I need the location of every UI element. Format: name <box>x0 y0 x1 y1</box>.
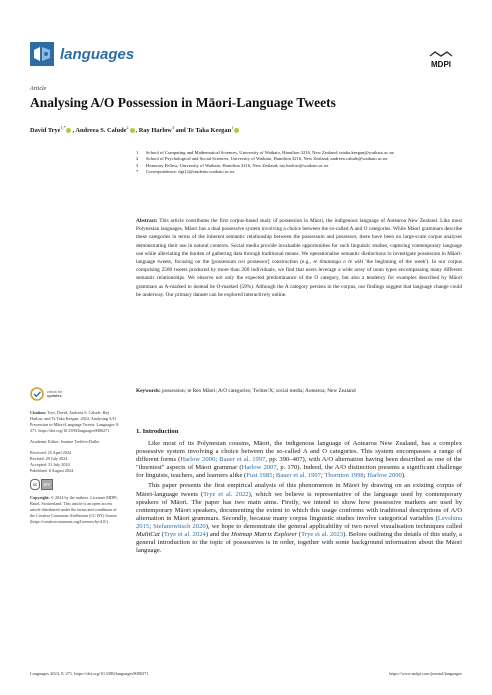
article-info-sidebar <box>30 410 120 530</box>
author-affiliation-mark: 1 <box>231 125 234 130</box>
orcid-icon[interactable] <box>234 128 239 133</box>
orcid-icon[interactable] <box>66 128 71 133</box>
received-date: Received: 25 April 2024 <box>30 450 72 455</box>
citation-link[interactable]: Trye et al. 2023 <box>301 531 344 539</box>
author-name[interactable]: Andreea S. Calude <box>75 127 127 135</box>
keywords: Keywords: possession; te Reo Māori; A/O categories; Twitter/X; social media; Aotearoa; New Zealand <box>136 388 356 394</box>
citation-link[interactable]: Harlow 2000 <box>180 456 216 464</box>
footer-citation[interactable]: Languages 2024, 9, 271. https://doi.org/10.3390/languages9080271 <box>30 671 149 676</box>
copyright-block: Copyright: © 2024 by the authors. Licensee MDPI, Basel, Switzerland. This article is an open access article distributed under the terms and conditions of the Creative Commons Attribution (CC BY) license (https://creativecommons.org/licenses/by/4.0/). <box>30 495 118 524</box>
paragraph: Like most of its Polynesian cousins, Māori, the indigenous language of Aotearoa New Zealand, has a complex possessive system involving a choice between the so-called A and O categories. This system encompasses a range of different forms (Harlow 2000; Bauer et al. 1997, pp. 390–407), with A/O alternation having been described as one of the "thorniest" aspects of Māori grammar (Harlow 2007, p. 170). Indeed, the A/O distinction presents a significant challenge for linguists, teachers, and learners alike (Fusi 1985; Bauer et al. 1997; Thornton 1998; Harlow 2000). <box>136 440 462 480</box>
check-for-updates-badge[interactable]: check for updates <box>30 387 62 401</box>
author-name[interactable]: Te Taka Keegan <box>187 127 232 135</box>
article-type: Article <box>30 86 47 92</box>
journal-name[interactable]: languages <box>60 46 135 63</box>
introduction-body <box>136 440 462 557</box>
citation-link[interactable]: Trye et al. 2024 <box>163 531 206 539</box>
author-separator: and <box>173 127 188 135</box>
revised-date: Revised: 29 July 2024 <box>30 456 68 461</box>
affiliation-item: 3 Honorary Fellow, University of Waikato, Hamilton 3216, New Zealand; ray.harlow@waikato.ac.nz <box>136 162 329 168</box>
article-title: Analysing A/O Possession in Māori-Language Tweets <box>30 95 336 110</box>
paragraph: This paper presents the first empirical analysis of this phenomenon in Māori by drawing on an existing corpus of Māori-language tweets (Trye et al. 2022), which we believe is representative of the language used by contemporary speakers of Māori. The paper has two main aims. Firstly, we intend to show how possessive markers are used by contemporary Māori speakers, documenting the extent to which this usage conforms with traditional descriptions of A/O alternation in Māori grammars. Secondly, because many corpus linguistic studies involve categorical variables (Levshina 2015; Stefanowitsch 2020), we hope to demonstrate the general applicability of two novel visualisation techniques called MultiCat (Trye et al. 2024) and the Hotmap Matrix Explorer (Trye et al. 2023). Before outlining the details of this study, a general introduction to the topic of possessives is in order, together with some background information about the Māori language. <box>136 482 463 555</box>
languages-journal-icon <box>30 42 54 66</box>
keywords-label: Keywords: <box>136 388 161 394</box>
citation-link[interactable]: Trye et al. 2022 <box>203 490 249 498</box>
affiliation-item: 1 School of Computing and Mathematical Sciences, University of Waikato, Hamilton 3216, New Zealand; tetaka.keegan@waikato.ac.nz <box>136 150 394 155</box>
accepted-date: Accepted: 31 July 2024 <box>30 462 70 467</box>
svg-text:MDPI: MDPI <box>431 60 451 69</box>
affiliations <box>136 150 466 176</box>
correspondence-item: * Correspondence: dgt12@students.waikato.ac.nz <box>136 169 235 175</box>
citation-block: Citation: Trye, David, Andreea S. Calude, Ray Harlow, and Te Taka Keegan. 2024. Analysing A/O Possession in Māori-Language Tweets. Languages 9: 271. https://doi.org/10.3390/languages9080271 <box>30 410 119 433</box>
abstract: Abstract: This article contributes the first corpus-based study of possession in Māori, the indigenous language of Aotearoa New Zealand. Like most Polynesian languages, Māori has a dual possessive system involving a choice between the so-called A and O categories. While Māori grammars describe these categories in terms of the inherent semantic relationship between the possessum and possessor, there have been no large-scale corpus analyses demonstrating their use in natural contexts. Social media provide invaluable opportunities for such linguistic studies, capturing contemporary language use while alleviating the burden of gathering data through traditional means. We operationalise semantic distinctions to investigate possession in Māori-language tweets, focusing on the [possessum a/o possessor] construction (e.g., te tīmatanga o te wiki 'the beginning of the week'). In our corpus comprising 2500 tweets produced by more than 200 individuals, we find that users leverage a wide array of noun types encompassing many different semantic relationships. We observe not only the expected predominance of the O category, but also a tendency for examples described by Māori grammars as A-marked to instead be O-marked (59%). Although the A category persists in the corpus, our findings suggest that language change could be underway. Our primary dataset can be explored interactively online. <box>136 218 462 298</box>
academic-editor-block: Academic Editor: Jeanine Treffers-Daller <box>30 439 100 444</box>
orcid-icon[interactable] <box>130 128 135 133</box>
by-icon: BY <box>41 479 53 490</box>
check-for-updates-icon <box>30 387 44 401</box>
citation-link[interactable]: Harlow 2000 <box>367 472 402 480</box>
author-separator: , <box>135 127 139 135</box>
author-separator: , <box>72 127 76 135</box>
citation-link[interactable]: Stefanowitsch 2020 <box>153 522 206 530</box>
cc-icon: cc <box>30 479 40 490</box>
citation-link[interactable]: Levshina 2015 <box>136 514 462 530</box>
author-list <box>30 125 470 134</box>
published-date: Published: 6 August 2024 <box>30 468 74 473</box>
page-footer <box>30 671 462 676</box>
author-affiliation-mark: 2 <box>126 125 129 130</box>
author-name[interactable]: David Trye <box>30 127 61 135</box>
mdpi-logo-icon[interactable] <box>424 50 458 70</box>
author-affiliation-mark: 1,* <box>60 125 66 130</box>
citation-link[interactable]: Bauer et al. 1997 <box>275 472 321 480</box>
citation-link[interactable]: Thornton 1998 <box>324 472 364 480</box>
affiliation-item: 2 School of Psychological and Social Sciences, University of Waikato, Hamilton 3216, New Zealand; andreea.calude@waikato.ac.nz <box>136 156 388 162</box>
abstract-label: Abstract: <box>136 218 158 224</box>
cc-by-license-badge[interactable] <box>30 479 53 490</box>
citation-link[interactable]: Bauer et al. 1997 <box>219 456 266 464</box>
citation-link[interactable]: Fusi 1985 <box>246 472 273 480</box>
citation-link[interactable]: Harlow 2007 <box>241 464 277 472</box>
author-name[interactable]: Ray Harlow <box>138 127 172 135</box>
footer-journal-link[interactable]: https://www.mdpi.com/journal/languages <box>389 671 462 676</box>
section-heading-introduction: 1. Introduction <box>136 428 179 435</box>
dates-block <box>30 450 120 474</box>
author-affiliation-mark: 3 <box>171 125 174 130</box>
